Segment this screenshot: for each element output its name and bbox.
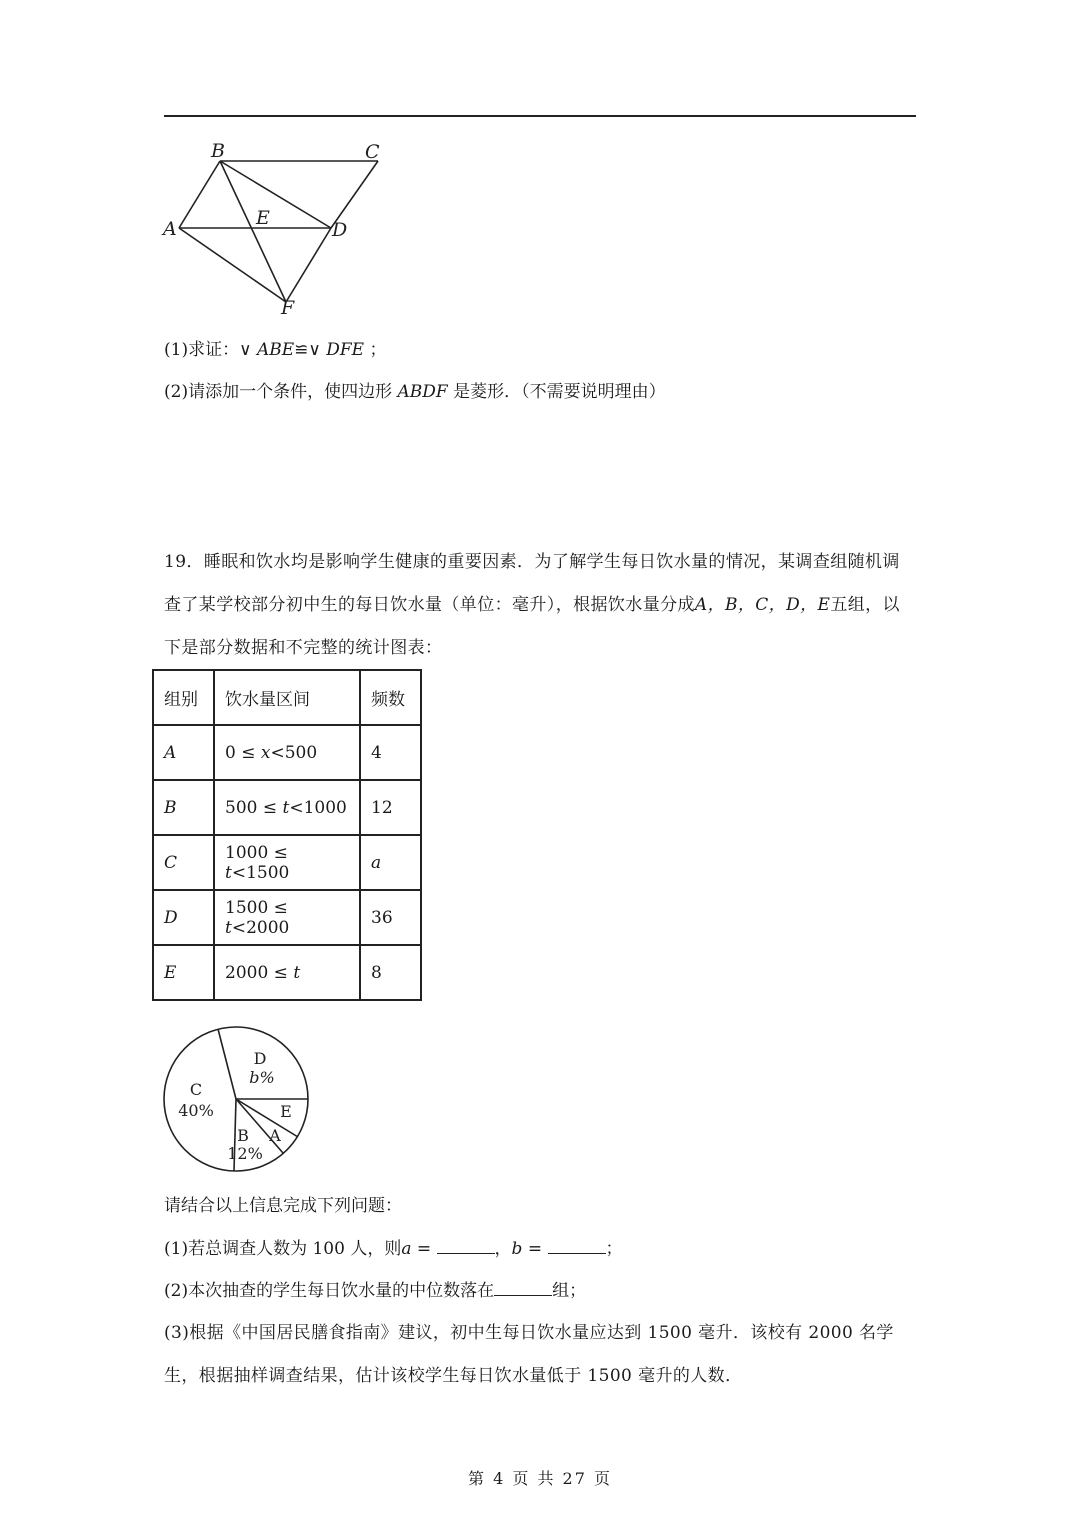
pie-label-a: A — [269, 1126, 281, 1145]
table-row — [153, 945, 421, 1000]
q18-part2 — [164, 380, 666, 404]
q19-stem-end: 五组，以下是部分数据和不完整的统计图表： — [164, 595, 900, 658]
segment-af — [179, 228, 286, 302]
table-row — [153, 890, 421, 945]
page-footer: 第 4 页 共 27 页 — [468, 1469, 612, 1488]
pie-label-b: B — [237, 1126, 249, 1145]
frequency-table — [152, 669, 422, 1001]
cell-group: A — [153, 725, 214, 780]
q19-stem — [164, 541, 916, 670]
q19-sub2: (2)本次抽查的学生每日饮水量的中位数落在 组； — [164, 1281, 587, 1301]
cell-group: D — [153, 890, 214, 945]
pie-label-c-percent: 40% — [178, 1101, 214, 1120]
segment-bf — [220, 161, 286, 302]
triangle-symbol: ∨ — [308, 340, 321, 360]
answer-blank-median-group[interactable] — [494, 1279, 552, 1296]
pie-label-d-percent: b% — [249, 1068, 275, 1087]
slice-boundary-c-d — [218, 1029, 236, 1099]
q19-groups: A，B，C，D，E — [694, 595, 831, 615]
q18-part2-suffix: 是菱形．（不需要说明理由） — [453, 382, 666, 402]
pie-label-e: E — [280, 1102, 292, 1121]
cell-frequency: 4 — [360, 725, 421, 780]
table-row — [153, 835, 421, 890]
segment-ab — [179, 161, 220, 228]
q19-stem-text: 19．睡眠和饮水均是影响学生健康的重要因素．为了解学生每日饮水量的情况，某调查组随机调查了某学校部分初中生的每日饮水量（单位：毫升），根据饮水量分成 — [164, 552, 900, 615]
q19-sub1: (1)若总调查人数为 100 人，则a = ，b = ； — [164, 1239, 623, 1259]
cell-frequency: 8 — [360, 945, 421, 1000]
label-e: E — [256, 207, 270, 229]
cell-range: 500 ≤ t<1000 — [214, 780, 360, 835]
cell-range: 0 ≤ x<500 — [214, 725, 360, 780]
var-b: b — [511, 1239, 523, 1259]
triangle-abe: ABE — [256, 340, 295, 360]
triangle-symbol: ∨ — [239, 340, 252, 360]
cell-range: 1500 ≤ t<2000 — [214, 890, 360, 945]
segment-df — [286, 228, 331, 302]
header-range: 饮水量区间 — [214, 670, 360, 725]
q19-sub3: (3)根据《中国居民膳食指南》建议，初中生每日饮水量应达到 1500 毫升．该校有 2000 名学生，根据抽样调查结果，估计该校学生每日饮水量低于 1500 毫升的人数． — [164, 1323, 894, 1386]
answer-blank-a[interactable] — [437, 1237, 495, 1254]
header-group: 组别 — [153, 670, 214, 725]
cell-range: 2000 ≤ t — [214, 945, 360, 1000]
label-f: F — [281, 297, 295, 319]
top-rule — [164, 115, 916, 117]
q19-sub1-text: (1)若总调查人数为 100 人，则 — [164, 1239, 402, 1259]
segment-bd — [220, 161, 331, 228]
congruent-symbol: ≌ — [294, 340, 309, 360]
cell-frequency: a — [360, 835, 421, 890]
header-frequency: 频数 — [360, 670, 421, 725]
var-a: a — [401, 1239, 412, 1259]
pie-chart — [158, 1022, 318, 1178]
q19-sub2-text: (2)本次抽查的学生每日饮水量的中位数落在 — [164, 1281, 495, 1301]
pie-label-b-percent: 12% — [227, 1144, 263, 1163]
table-row — [153, 725, 421, 780]
triangle-dfe: DFE — [326, 340, 365, 360]
q18-part1 — [164, 338, 387, 362]
cell-group: B — [153, 780, 214, 835]
cell-frequency: 12 — [360, 780, 421, 835]
q18-part1-end: ； — [369, 340, 387, 360]
label-b: B — [211, 140, 225, 162]
label-a: A — [163, 218, 177, 240]
cell-group: C — [153, 835, 214, 890]
label-d: D — [332, 219, 348, 241]
q19-prompt: 请结合以上信息完成下列问题： — [164, 1196, 402, 1216]
q18-part2-prefix: (2)请添加一个条件，使四边形 — [164, 382, 393, 402]
quadrilateral-figure — [150, 135, 400, 320]
pie-label-c: C — [189, 1080, 203, 1099]
table-row — [153, 780, 421, 835]
segment-cd — [331, 161, 378, 228]
quadrilateral-abdf: ABDF — [397, 382, 448, 402]
answer-blank-b[interactable] — [548, 1237, 606, 1254]
table-header-row — [153, 670, 421, 725]
label-c: C — [365, 141, 380, 163]
q18-part1-prefix: (1)求证： — [164, 340, 240, 360]
pie-label-d: D — [253, 1049, 267, 1068]
cell-frequency: 36 — [360, 890, 421, 945]
cell-group: E — [153, 945, 214, 1000]
cell-range: 1000 ≤ t<1500 — [214, 835, 360, 890]
